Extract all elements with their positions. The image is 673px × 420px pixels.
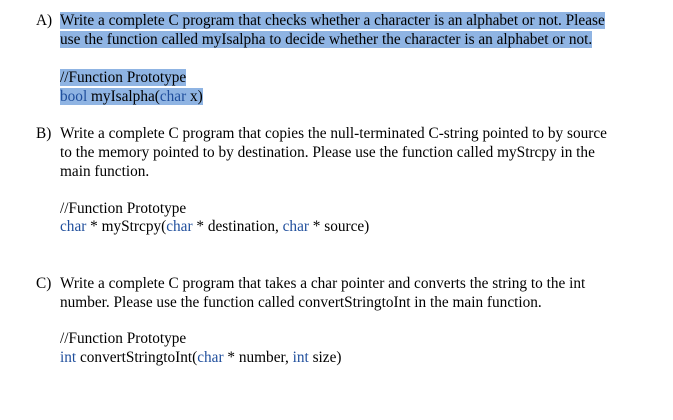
prototype-param-rest: x)	[186, 88, 203, 105]
question-label: B)	[36, 125, 52, 142]
question-text-line: main function.	[60, 163, 150, 180]
prototype-param-rest: * source)	[308, 218, 370, 235]
question-text-line: use the function called myIsalpha to decide whether the character is an alphabet or not.	[60, 31, 593, 48]
question-text-line: Write a complete C program that takes a char pointer and converts the string to the int	[60, 275, 586, 292]
prototype-param-type: char	[282, 218, 309, 235]
question-text	[60, 274, 585, 312]
prototype-return-type: char	[60, 218, 87, 235]
prototype-signature	[60, 87, 203, 106]
prototype-function-name: myIsalpha(	[91, 88, 160, 105]
question-text	[60, 124, 607, 181]
prototype-signature-text	[60, 88, 203, 105]
question-text-line: Write a complete C program that checks whether a character is an alphabet or not. Please	[60, 12, 605, 29]
prototype-function-name: convertStringtoInt(	[76, 349, 198, 366]
prototype-return-type: bool	[60, 88, 88, 105]
prototype-return-type: int	[60, 349, 77, 366]
prototype-comment: //Function Prototype	[60, 330, 187, 347]
prototype-param-type: int	[292, 349, 309, 366]
prototype-function-name: * myStrcpy(	[86, 218, 167, 235]
question-label: A)	[36, 12, 53, 29]
prototype-param-rest: size)	[308, 349, 342, 366]
prototype-param-rest: * destination,	[192, 218, 283, 235]
prototype-signature	[60, 217, 369, 236]
prototype-param-type: char	[159, 88, 187, 105]
question-text-line: to the memory pointed to by destination. Please use the function called myStrcpy in the	[60, 144, 595, 161]
question-label: C)	[36, 275, 52, 292]
question-text-line: Write a complete C program that copies the null-terminated C-string pointed to by source	[60, 125, 607, 142]
question-text	[60, 11, 605, 49]
prototype-signature	[60, 348, 341, 367]
prototype-param-type: char	[197, 349, 224, 366]
prototype-comment	[60, 68, 186, 87]
question-text-line: number. Please use the function called convertStringtoInt in the main function.	[60, 294, 542, 311]
prototype-param-rest: * number,	[223, 349, 293, 366]
prototype-param-type: char	[166, 218, 193, 235]
prototype-comment: //Function Prototype	[60, 200, 187, 217]
prototype-comment-text: //Function Prototype	[60, 69, 187, 86]
